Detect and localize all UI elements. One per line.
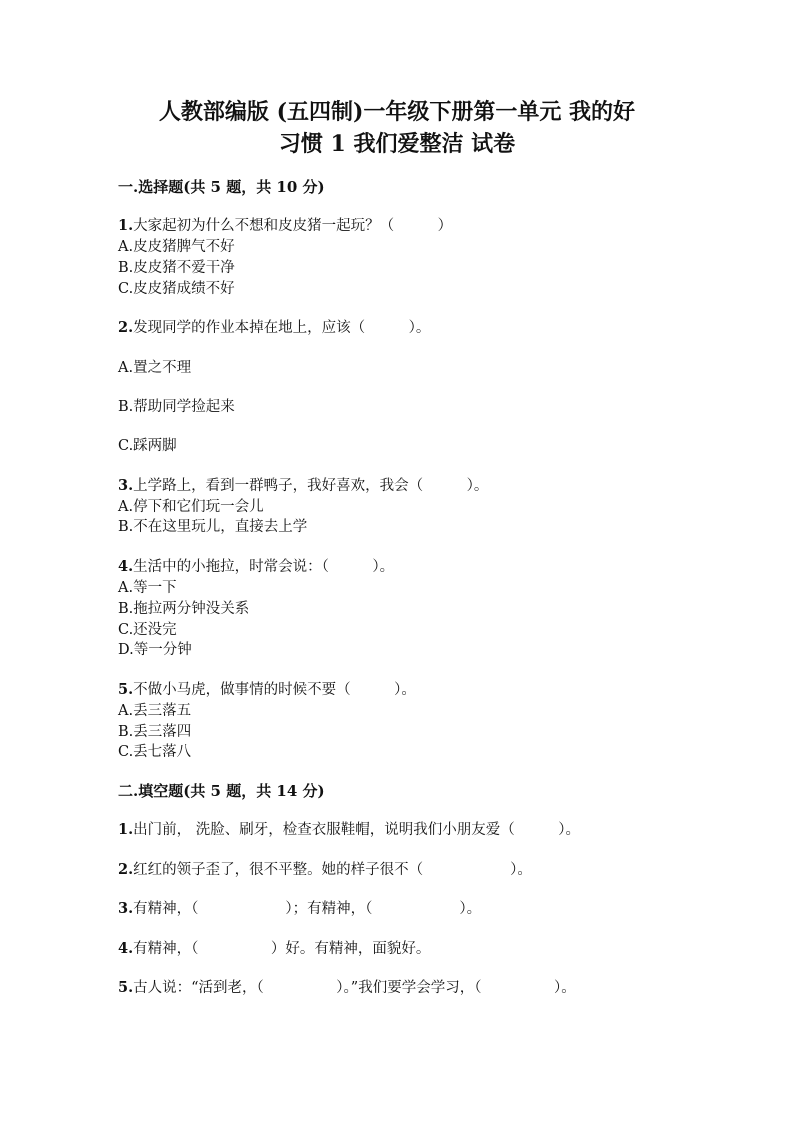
question-number: 2. xyxy=(118,319,134,336)
question-1-4 xyxy=(118,557,394,577)
option: C.丢七落八 xyxy=(118,744,192,760)
option: B.拖拉两分钟没关系 xyxy=(118,601,250,617)
question-2-3 xyxy=(118,899,481,919)
question-2-2 xyxy=(118,860,532,880)
section-heading-choice: 一.选择题(共 5 题，共 10 分) xyxy=(118,178,325,196)
question-text: 出门前， 洗脸、刷牙，检查衣服鞋帽，说明我们小朋友爱（ ）。 xyxy=(133,822,580,838)
question-text: 上学路上，看到一群鸭子，我好喜欢，我会（ ）。 xyxy=(133,478,489,494)
question-number: 5. xyxy=(118,681,134,698)
question-text: 生活中的小拖拉，时常会说：（ ）。 xyxy=(133,559,395,575)
title-line-2: 习惯 1 我们爱整洁 试卷 xyxy=(278,131,516,157)
section-heading-fill: 二.填空题(共 5 题，共 14 分) xyxy=(118,782,325,800)
question-1-3 xyxy=(118,476,488,496)
option: C.皮皮猪成绩不好 xyxy=(118,281,235,297)
question-number: 3. xyxy=(118,900,134,917)
option: B.皮皮猪不爱干净 xyxy=(118,260,235,276)
question-text: 发现同学的作业本掉在地上，应该（ ）。 xyxy=(133,320,431,336)
question-1-5 xyxy=(118,680,416,700)
option: B.帮助同学捡起来 xyxy=(118,399,235,415)
question-text: 古人说：“活到老，（ ）。”我们要学会学习，（ ）。 xyxy=(133,980,576,996)
question-number: 2. xyxy=(118,861,134,878)
page-title xyxy=(80,96,714,160)
question-2-4 xyxy=(118,939,430,959)
question-number: 3. xyxy=(118,477,134,494)
option: A.丢三落五 xyxy=(118,703,192,719)
option: C.踩两脚 xyxy=(118,438,177,454)
question-number: 5. xyxy=(118,979,134,996)
question-number: 4. xyxy=(118,558,134,575)
option: A.等一下 xyxy=(118,580,177,596)
option: B.丢三落四 xyxy=(118,724,192,740)
question-2-5 xyxy=(118,978,576,998)
question-number: 1. xyxy=(118,217,134,234)
question-2-1 xyxy=(118,820,580,840)
option: A.置之不理 xyxy=(118,360,192,376)
option: A.停下和它们玩一会儿 xyxy=(118,499,264,515)
title-line-1: 人教部编版 (五四制)一年级下册第一单元 我的好 xyxy=(158,99,636,125)
question-text: 有精神，（ ）好。有精神，面貌好。 xyxy=(133,941,431,957)
option: C.还没完 xyxy=(118,622,177,638)
question-1-2 xyxy=(118,318,430,338)
question-number: 1. xyxy=(118,821,134,838)
question-text: 有精神，（ ）；有精神，（ ）。 xyxy=(133,901,482,917)
question-text: 不做小马虎，做事情的时候不要（ ）。 xyxy=(133,682,416,698)
option: D.等一分钟 xyxy=(118,642,192,658)
question-text: 大家起初为什么不想和皮皮猪一起玩？（ ） xyxy=(133,218,453,234)
question-1-1 xyxy=(118,216,452,236)
question-text: 红红的领子歪了，很不平整。她的样子很不（ ）。 xyxy=(133,862,532,878)
option: A.皮皮猪脾气不好 xyxy=(118,239,235,255)
question-number: 4. xyxy=(118,940,134,957)
option: B.不在这里玩儿，直接去上学 xyxy=(118,519,308,535)
